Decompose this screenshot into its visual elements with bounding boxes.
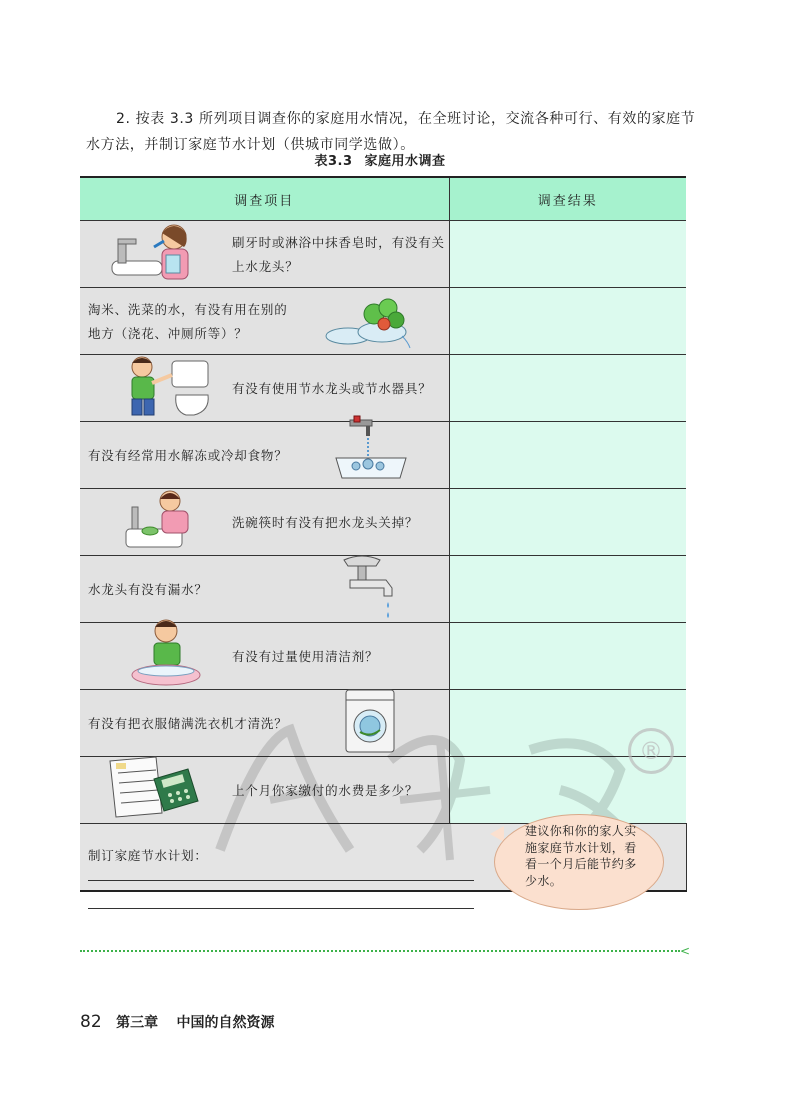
survey-question: 洗碗筷时有没有把水龙头关掉？ xyxy=(232,515,419,530)
table-row xyxy=(80,422,686,489)
survey-item-cell xyxy=(80,757,449,824)
girl-washing-dishes-icon xyxy=(120,489,230,555)
table-caption xyxy=(0,150,760,169)
header-survey-result: 调查结果 xyxy=(449,177,686,221)
speech-bubble-tail xyxy=(490,826,504,842)
survey-result-cell[interactable] xyxy=(449,489,686,556)
page-number: 82 xyxy=(80,1012,102,1032)
survey-item-cell xyxy=(80,221,449,288)
table-row xyxy=(80,623,686,690)
table-row xyxy=(80,221,686,288)
chapter-label: 第三章 xyxy=(116,1015,159,1031)
faucet-thawing-food-icon xyxy=(328,414,412,486)
survey-question: 上个月你家缴付的水费是多少？ xyxy=(232,783,419,798)
exercise-instructions: 2. 按表 3.3 所列项目调查你的家庭用水情况，在全班讨论，交流各种可行、有效的家庭节水方法，并制订家庭节水计划（供城市同学选做）。 xyxy=(86,111,696,153)
table-row xyxy=(80,489,686,556)
survey-item-cell xyxy=(80,690,449,757)
survey-item-cell xyxy=(80,288,449,355)
survey-item-cell xyxy=(80,355,449,422)
survey-question: 有没有使用节水龙头或节水器具？ xyxy=(232,381,432,396)
boy-washing-clothes-icon xyxy=(126,617,226,689)
survey-question: 有没有把衣服储满洗衣机才清洗？ xyxy=(88,716,288,731)
suggestion-text: 建议你和你的家人实施家庭节水计划，看看一个月后能节约多少水。 xyxy=(525,824,637,888)
plan-label: 制订家庭节水计划： xyxy=(88,848,208,863)
table-caption-title: 家庭用水调查 xyxy=(364,154,446,169)
survey-question: 刷牙时或淋浴中抹香皂时，有没有关上水龙头？ xyxy=(232,235,445,274)
chevron-left-icon: < xyxy=(680,944,691,958)
vegetable-basin-icon xyxy=(324,292,414,350)
survey-result-cell[interactable] xyxy=(449,221,686,288)
survey-item-cell xyxy=(80,556,449,623)
header-survey-item: 调查项目 xyxy=(80,177,449,221)
page-footer xyxy=(80,1012,275,1032)
registered-mark-icon: ® xyxy=(628,728,674,774)
suggestion-speech-bubble xyxy=(494,814,664,910)
plan-writing-line[interactable] xyxy=(88,880,474,881)
table-row xyxy=(80,757,686,824)
survey-question: 有没有经常用水解冻或冷却食物？ xyxy=(88,448,288,463)
survey-result-cell[interactable] xyxy=(449,422,686,489)
survey-result-cell[interactable] xyxy=(449,623,686,690)
survey-question: 淘米、洗菜的水，有没有用在别的地方（浇花、冲厕所等）？ xyxy=(88,302,288,341)
table-row xyxy=(80,355,686,422)
survey-result-cell[interactable] xyxy=(449,556,686,623)
survey-item-cell xyxy=(80,422,449,489)
survey-item-cell xyxy=(80,623,449,690)
table-row xyxy=(80,288,686,355)
washing-machine-icon xyxy=(342,686,398,756)
table-row xyxy=(80,556,686,623)
survey-question: 水龙头有没有漏水？ xyxy=(88,582,208,597)
chapter-title: 中国的自然资源 xyxy=(176,1015,275,1031)
plan-writing-line[interactable] xyxy=(88,908,474,909)
table-header-row xyxy=(80,177,686,221)
water-bill-calculator-icon xyxy=(106,755,206,821)
table-row xyxy=(80,690,686,757)
survey-question: 有没有过量使用清洁剂？ xyxy=(232,649,379,664)
table-caption-number: 表3.3 xyxy=(314,154,353,169)
survey-result-cell[interactable] xyxy=(449,288,686,355)
boy-toilet-tank-icon xyxy=(116,355,226,421)
survey-result-cell[interactable] xyxy=(449,355,686,422)
girl-brushing-teeth-icon xyxy=(108,221,208,285)
survey-item-cell xyxy=(80,489,449,556)
dripping-faucet-icon xyxy=(338,550,406,622)
water-use-survey-table xyxy=(80,176,687,892)
dotted-separator xyxy=(80,950,680,952)
